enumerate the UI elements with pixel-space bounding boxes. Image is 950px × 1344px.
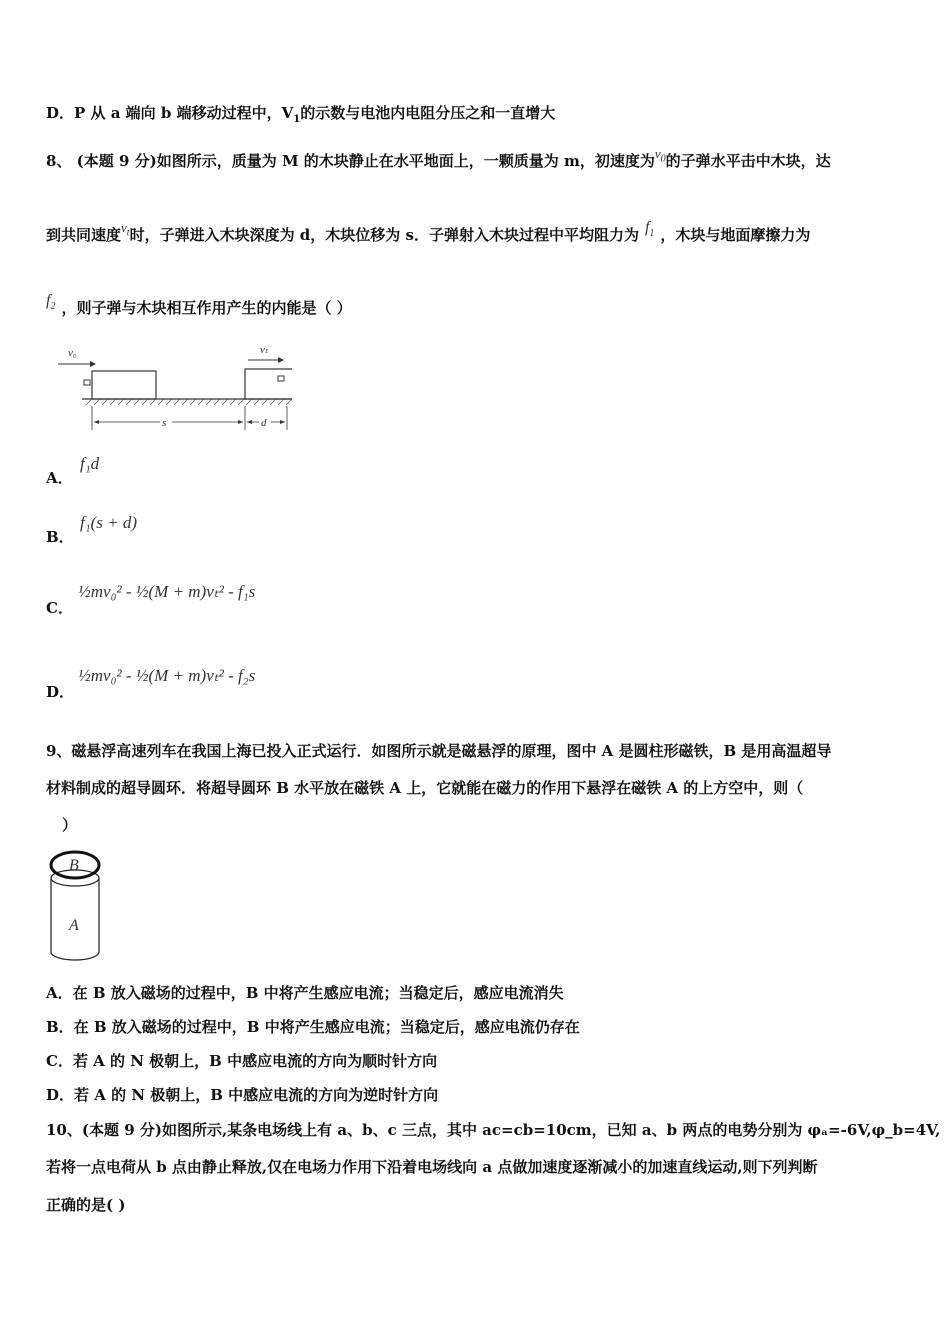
q8-line-2: 到共同速度$v_t$时，子弹进入木块深度为 d，木块位移为 s．子弹射入木块过程中平均阻力为 $f_1$ ，木块与地面摩擦力为	[46, 219, 811, 244]
magnet-label: A	[69, 917, 79, 934]
block-initial	[92, 371, 156, 399]
q10-line-2: 若将一点电荷从 b 点由静止释放,仅在电场力作用下沿着电场线向 a 点做加速度逐渐减小的加速直线运动,则下列判断	[46, 1158, 818, 1176]
q8-option-d-formula: ½mv₀² - ½(M + m)vₜ² - f₂s	[78, 666, 256, 685]
figure-vt-label: vₜ	[260, 344, 269, 356]
q9-option-b: B．在 B 放入磁场的过程中，B 中将产生感应电流；当稳定后，感应电流仍存在	[46, 1018, 580, 1036]
q8-option-a-formula: f₁d	[80, 454, 100, 473]
q9-line-3: ）	[62, 816, 78, 834]
q8-option-d: D．	[46, 683, 75, 701]
q8-option-c-formula: ½mv₀² - ½(M + m)vₜ² - f₁s	[78, 582, 256, 601]
q8-option-b: B．	[46, 528, 74, 546]
q8-line-1: 8、 (本题 9 分)如图所示，质量为 M 的木块静止在水平地面上，一颗质量为 m，初速度为$v_0$的子弹水平击中木块，达	[46, 146, 831, 170]
q9-option-c: C．若 A 的 N 极朝上，B 中感应电流的方向为顺时针方向	[46, 1052, 438, 1070]
bullet-initial	[84, 380, 90, 385]
q9-line-1: 9、磁悬浮高速列车在我国上海已投入正式运行．如图所示就是磁悬浮的原理，图中 A 是圆柱形磁铁，B 是用高温超导	[46, 742, 832, 760]
ground-hatching	[86, 399, 292, 405]
symbol-f2: $f_2$	[46, 292, 56, 313]
magnet-bottom-edge	[51, 952, 99, 960]
figure-s-label: s	[162, 417, 167, 429]
q9-option-a: A．在 B 放入磁场的过程中，B 中将产生感应电流；当稳定后，感应电流消失	[46, 984, 564, 1002]
q8-line-3: $f_2$ ，则子弹与木块相互作用产生的内能是（ ）	[46, 292, 352, 317]
q9-option-d: D．若 A 的 N 极朝上，B 中感应电流的方向为逆时针方向	[46, 1086, 439, 1104]
q8-option-c: C．	[46, 599, 73, 617]
ring-label: B	[69, 857, 79, 874]
figure-d-label: d	[261, 417, 267, 429]
q8-block-bullet-figure	[52, 342, 292, 434]
q9-line-2: 材料制成的超导圆环．将超导圆环 B 水平放在磁铁 A 上，它就能在磁力的作用下悬浮在磁铁 A 的上方空中，则（	[46, 779, 804, 797]
symbol-vt: $v_t$	[121, 220, 130, 239]
symbol-f1: $f_1$	[644, 219, 655, 240]
q10-line-3: 正确的是( )	[46, 1196, 126, 1214]
block-final	[245, 369, 292, 399]
bullet-final	[278, 376, 284, 381]
q8-option-a: A．	[46, 469, 73, 487]
q7-option-d: D．P 从 a 端向 b 端移动过程中，$V_1$的示数与电池内电阻分压之和一直增大	[46, 104, 556, 125]
figure-v0-label: v₀	[68, 347, 77, 359]
q8-option-b-formula: f₁(s + d)	[80, 513, 138, 532]
q10-line-1: 10、(本题 9 分)如图所示,某条电场线上有 a、b、c 三点，其中 ac=cb=10cm，已知 a、b 两点的电势分别为 φₐ=-6V,φ_b=4V,	[46, 1121, 941, 1139]
q9-magnet-ring-figure	[44, 848, 114, 964]
symbol-v0: $v_0$	[654, 146, 666, 165]
